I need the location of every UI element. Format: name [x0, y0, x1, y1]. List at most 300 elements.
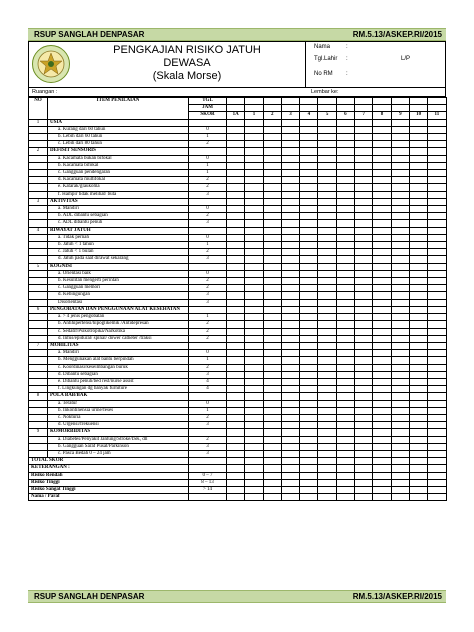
- score-entry-cell: [263, 220, 281, 227]
- score-entry-cell: [318, 479, 336, 486]
- score-entry-cell: [336, 170, 354, 177]
- nama-label: Nama: [314, 44, 331, 50]
- score-entry-cell: [409, 486, 427, 493]
- score-entry-cell: [245, 198, 263, 205]
- score-entry-cell: [281, 263, 299, 270]
- score-entry-cell: [245, 486, 263, 493]
- risk-level-row: [29, 479, 447, 486]
- score-entry-cell: [373, 436, 391, 443]
- section-number: 3: [29, 198, 48, 205]
- score-entry-cell: [281, 105, 299, 112]
- score-entry-cell: [428, 162, 446, 169]
- score-entry-cell: [300, 256, 318, 263]
- score-entry-cell: [336, 364, 354, 371]
- score-entry-cell: [318, 141, 336, 148]
- lp-label: L/P: [401, 56, 411, 62]
- item-label: a. Teratur: [48, 400, 189, 407]
- table-row: [29, 155, 447, 162]
- section-row: [29, 148, 447, 155]
- score-entry-cell: [391, 141, 409, 148]
- score-entry-cell: [300, 472, 318, 479]
- score-entry-cell: [391, 450, 409, 457]
- score-entry-cell: [263, 177, 281, 184]
- risk-level-row-range: 0 – 7: [189, 472, 227, 479]
- section-number: 9: [29, 429, 48, 436]
- score-entry-cell: [428, 422, 446, 429]
- score-entry-cell: [355, 314, 373, 321]
- score-entry-cell: [336, 198, 354, 205]
- score-entry-cell: [355, 342, 373, 349]
- score-entry-cell: [409, 357, 427, 364]
- score-entry-cell: [227, 177, 245, 184]
- score-entry-cell: [245, 306, 263, 313]
- score-entry-cell: [245, 270, 263, 277]
- score-entry-cell: [428, 126, 446, 133]
- score-entry-cell: [318, 270, 336, 277]
- section-row: [29, 263, 447, 270]
- score-entry-cell: [318, 443, 336, 450]
- score-entry-cell: [373, 177, 391, 184]
- score-entry-cell: [281, 465, 299, 472]
- score-entry-cell: [355, 227, 373, 234]
- score-entry-cell: [409, 436, 427, 443]
- score-entry-cell: [336, 285, 354, 292]
- score-entry-cell: [409, 134, 427, 141]
- score-entry-cell: [227, 494, 245, 501]
- score-entry-cell: [336, 206, 354, 213]
- score-entry-cell: [281, 299, 299, 306]
- score-entry-cell: [263, 126, 281, 133]
- score-entry-cell: [373, 364, 391, 371]
- score-entry-cell: [428, 227, 446, 234]
- score-entry-cell: [245, 234, 263, 241]
- score-entry-cell: [428, 371, 446, 378]
- score-entry-cell: [245, 378, 263, 385]
- score-entry-cell: [300, 350, 318, 357]
- score-entry-cell: [409, 191, 427, 198]
- column-number: 2: [263, 112, 281, 119]
- score-entry-cell: [373, 191, 391, 198]
- score-entry-cell: [245, 342, 263, 349]
- score-entry-cell: [336, 278, 354, 285]
- score-entry-cell: [355, 350, 373, 357]
- score-entry-cell: [263, 342, 281, 349]
- score-entry-cell: [300, 162, 318, 169]
- item-label: c. Gangguan pendengaran: [48, 170, 189, 177]
- row-no-cell: [29, 141, 48, 148]
- score-entry-cell: [263, 472, 281, 479]
- score-entry-cell: [300, 126, 318, 133]
- score-entry-cell: [300, 458, 318, 465]
- score-entry-cell: [373, 458, 391, 465]
- score-entry-cell: [263, 414, 281, 421]
- score-entry-cell: [281, 155, 299, 162]
- score-entry-cell: [428, 407, 446, 414]
- score-entry-cell: [428, 328, 446, 335]
- score-entry-cell: [428, 263, 446, 270]
- score-entry-cell: [245, 249, 263, 256]
- table-row: [29, 450, 447, 457]
- score-entry-cell: [318, 213, 336, 220]
- row-no-cell: [29, 220, 48, 227]
- item-label: a. Mandiri: [48, 350, 189, 357]
- score-entry-cell: [245, 148, 263, 155]
- row-no-cell: [29, 206, 48, 213]
- score-entry-cell: [428, 494, 446, 501]
- score-entry-cell: [281, 436, 299, 443]
- item-label: e. Dibantu penuh/bed rest/nurse assist: [48, 378, 189, 385]
- score-entry-cell: [263, 242, 281, 249]
- score-entry-cell: [281, 134, 299, 141]
- score-entry-cell: [336, 443, 354, 450]
- item-score: 0: [189, 206, 227, 213]
- score-entry-cell: [355, 249, 373, 256]
- score-entry-cell: [409, 422, 427, 429]
- score-entry-cell: [409, 206, 427, 213]
- score-entry-cell: [336, 407, 354, 414]
- score-entry-cell: [409, 314, 427, 321]
- score-entry-cell: [318, 220, 336, 227]
- score-entry-cell: [373, 126, 391, 133]
- item-label: b. Antihipertensi/hipoglikemik /Antidepresan: [48, 321, 189, 328]
- score-entry-cell: [281, 213, 299, 220]
- item-score: 3: [189, 443, 227, 450]
- score-entry-cell: [318, 306, 336, 313]
- score-entry-cell: [428, 443, 446, 450]
- score-entry-cell: [355, 479, 373, 486]
- risk-level-row-label: Risiko Rendah: [29, 472, 189, 479]
- score-entry-cell: [245, 119, 263, 126]
- nama-paraf-row-label: Nama / Paraf: [29, 494, 189, 501]
- score-entry-cell: [428, 206, 446, 213]
- score-entry-cell: [245, 443, 263, 450]
- score-entry-cell: [245, 328, 263, 335]
- score-entry-cell: [263, 314, 281, 321]
- score-entry-cell: [318, 285, 336, 292]
- score-entry-cell: [409, 386, 427, 393]
- score-entry-cell: [409, 407, 427, 414]
- section-row: [29, 342, 447, 349]
- score-entry-cell: [373, 407, 391, 414]
- col-item-header: ITEM PENILAIAN: [48, 98, 189, 120]
- score-entry-cell: [409, 242, 427, 249]
- section-title: RIWAYAT JATUH: [48, 227, 189, 234]
- score-entry-cell: [391, 472, 409, 479]
- score-entry-cell: [300, 292, 318, 299]
- section-number: 5: [29, 263, 48, 270]
- score-entry-cell: [373, 342, 391, 349]
- item-score: 2: [189, 321, 227, 328]
- score-entry-cell: [373, 393, 391, 400]
- score-entry-cell: [409, 299, 427, 306]
- row-no-cell: [29, 242, 48, 249]
- score-entry-cell: [227, 285, 245, 292]
- score-entry-cell: [373, 249, 391, 256]
- score-entry-cell: [409, 494, 427, 501]
- score-entry-cell: [263, 299, 281, 306]
- score-entry-cell: [409, 342, 427, 349]
- item-score: 3: [189, 422, 227, 429]
- score-entry-cell: [300, 148, 318, 155]
- score-entry-cell: [281, 342, 299, 349]
- score-entry-cell: [391, 162, 409, 169]
- score-entry-cell: [428, 314, 446, 321]
- no-rm-label: No RM: [314, 71, 333, 77]
- risk-level-row: [29, 486, 447, 493]
- section-title: PENGOBATAN DAN PENGGUNAAN ALAT KESEHATAN: [48, 306, 189, 313]
- score-entry-cell: [318, 350, 336, 357]
- score-entry-cell: [336, 306, 354, 313]
- score-entry-cell: [281, 371, 299, 378]
- score-entry-cell: [428, 213, 446, 220]
- score-entry-cell: [300, 306, 318, 313]
- score-entry-cell: [227, 314, 245, 321]
- score-entry-cell: [318, 191, 336, 198]
- score-entry-cell: [409, 148, 427, 155]
- score-entry-cell: [300, 393, 318, 400]
- item-label: c. Sedatif/Psikotropika/Narkotika: [48, 328, 189, 335]
- score-entry-cell: [227, 299, 245, 306]
- score-entry-cell: [409, 270, 427, 277]
- item-label: b. ADL dibantu sebagian: [48, 213, 189, 220]
- top-header-bar: [28, 28, 446, 41]
- score-entry-cell: [318, 465, 336, 472]
- score-entry-cell: [300, 155, 318, 162]
- score-entry-cell: [263, 458, 281, 465]
- score-entry-cell: [245, 227, 263, 234]
- score-entry-cell: [300, 422, 318, 429]
- score-entry-cell: [409, 458, 427, 465]
- score-entry-cell: [227, 386, 245, 393]
- item-score: 0: [189, 155, 227, 162]
- score-entry-cell: [373, 134, 391, 141]
- risk-level-row-label: Risiko Tinggi: [29, 479, 189, 486]
- item-score: 2: [189, 141, 227, 148]
- score-entry-cell: [245, 141, 263, 148]
- item-label: a. Kacamata bukan bifokal: [48, 155, 189, 162]
- item-label: b. Kacamata bifokal: [48, 162, 189, 169]
- score-entry-cell: [281, 314, 299, 321]
- score-entry-cell: [281, 472, 299, 479]
- row-no-cell: [29, 234, 48, 241]
- score-entry-cell: [227, 414, 245, 421]
- score-entry-cell: [336, 162, 354, 169]
- table-row: [29, 206, 447, 213]
- score-entry-cell: [428, 270, 446, 277]
- score-entry-cell: [355, 256, 373, 263]
- score-entry-cell: [355, 407, 373, 414]
- score-entry-cell: [300, 342, 318, 349]
- score-entry-cell: [409, 328, 427, 335]
- score-entry-cell: [281, 256, 299, 263]
- section-title: MOBILITAS: [48, 342, 189, 349]
- score-entry-cell: [373, 256, 391, 263]
- column-number: 1A: [227, 112, 245, 119]
- score-entry-cell: [227, 191, 245, 198]
- score-entry-cell: [428, 98, 446, 105]
- item-score: 1: [189, 357, 227, 364]
- score-entry-cell: [263, 105, 281, 112]
- table-row: [29, 177, 447, 184]
- score-entry-cell: [409, 141, 427, 148]
- score-entry-cell: [281, 400, 299, 407]
- score-entry-cell: [281, 393, 299, 400]
- score-entry-cell: [355, 400, 373, 407]
- section-row: [29, 198, 447, 205]
- score-entry-cell: [355, 234, 373, 241]
- score-entry-cell: [318, 98, 336, 105]
- score-entry-cell: [281, 364, 299, 371]
- score-entry-cell: [318, 227, 336, 234]
- score-entry-cell: [336, 386, 354, 393]
- score-entry-cell: [409, 170, 427, 177]
- table-row: [29, 213, 447, 220]
- score-entry-cell: [318, 278, 336, 285]
- score-entry-cell: [263, 263, 281, 270]
- score-entry-cell: [263, 450, 281, 457]
- score-entry-cell: [300, 414, 318, 421]
- score-entry-cell: [281, 184, 299, 191]
- score-entry-cell: [318, 371, 336, 378]
- score-entry-cell: [318, 170, 336, 177]
- keterangan-row-label: KETERANGAN :: [29, 465, 189, 472]
- score-entry-cell: [391, 321, 409, 328]
- row-no-cell: [29, 299, 48, 306]
- score-entry-cell: [300, 206, 318, 213]
- score-entry-cell: [281, 270, 299, 277]
- score-entry-cell: [373, 465, 391, 472]
- score-entry-cell: [355, 98, 373, 105]
- score-entry-cell: [318, 407, 336, 414]
- score-entry-cell: [245, 429, 263, 436]
- score-entry-cell: [409, 364, 427, 371]
- score-entry-cell: [245, 242, 263, 249]
- score-entry-cell: [318, 357, 336, 364]
- score-entry-cell: [391, 350, 409, 357]
- item-score: 2: [189, 177, 227, 184]
- form-title: [75, 44, 299, 83]
- score-entry-cell: [263, 494, 281, 501]
- score-entry-cell: [409, 393, 427, 400]
- score-entry-cell: [281, 292, 299, 299]
- score-entry-cell: [300, 278, 318, 285]
- item-score: 2: [189, 285, 227, 292]
- score-entry-cell: [300, 321, 318, 328]
- score-entry-cell: [391, 364, 409, 371]
- score-entry-cell: [281, 422, 299, 429]
- col-skor-header: SKOR: [189, 112, 227, 119]
- score-entry-cell: [300, 407, 318, 414]
- score-entry-cell: [373, 105, 391, 112]
- score-entry-cell: [263, 429, 281, 436]
- score-entry-cell: [428, 342, 446, 349]
- item-label: a. Mandiri: [48, 206, 189, 213]
- score-entry-cell: [263, 285, 281, 292]
- score-entry-cell: [336, 429, 354, 436]
- score-entry-cell: [245, 321, 263, 328]
- row-no-cell: [29, 270, 48, 277]
- score-entry-cell: [428, 350, 446, 357]
- item-label: a. Tidak pernah: [48, 234, 189, 241]
- table-row: [29, 443, 447, 450]
- table-row: [29, 256, 447, 263]
- item-score: 3: [189, 299, 227, 306]
- score-entry-cell: [355, 306, 373, 313]
- score-entry-cell: [281, 335, 299, 342]
- score-entry-cell: [318, 414, 336, 421]
- score-entry-cell: [355, 393, 373, 400]
- score-entry-cell: [227, 98, 245, 105]
- score-entry-cell: [318, 400, 336, 407]
- score-entry-cell: [391, 285, 409, 292]
- score-entry-cell: [336, 378, 354, 385]
- score-entry-cell: [245, 162, 263, 169]
- score-entry-cell: [300, 184, 318, 191]
- score-entry-cell: [409, 443, 427, 450]
- item-score: 2: [189, 335, 227, 342]
- score-entry-cell: [281, 479, 299, 486]
- score-entry-cell: [281, 119, 299, 126]
- score-entry-cell: [428, 465, 446, 472]
- score-entry-cell: [373, 141, 391, 148]
- score-entry-cell: [263, 407, 281, 414]
- score-entry-cell: [391, 256, 409, 263]
- item-label: d. Jatuh pada saat dirawat sekarang: [48, 256, 189, 263]
- score-entry-cell: [391, 126, 409, 133]
- score-entry-cell: [300, 429, 318, 436]
- score-entry-cell: [263, 400, 281, 407]
- score-entry-cell: [245, 422, 263, 429]
- score-entry-cell: [263, 386, 281, 393]
- title-line-2: DEWASA: [163, 57, 211, 69]
- score-entry-cell: [391, 213, 409, 220]
- score-entry-cell: [355, 422, 373, 429]
- lembar-label: Lembar ke:: [311, 89, 339, 95]
- score-entry-cell: [227, 350, 245, 357]
- score-entry-cell: [245, 134, 263, 141]
- row-no-cell: [29, 422, 48, 429]
- score-entry-cell: [409, 126, 427, 133]
- score-entry-cell: [336, 486, 354, 493]
- score-entry-cell: [428, 321, 446, 328]
- score-entry-cell: [227, 393, 245, 400]
- score-entry-cell: [263, 234, 281, 241]
- score-entry-cell: [263, 213, 281, 220]
- score-entry-cell: [245, 98, 263, 105]
- score-entry-cell: [227, 479, 245, 486]
- score-entry-cell: [245, 177, 263, 184]
- score-entry-cell: [300, 134, 318, 141]
- score-entry-cell: [391, 105, 409, 112]
- row-no-cell: [29, 170, 48, 177]
- table-row: [29, 270, 447, 277]
- item-score: 2: [189, 436, 227, 443]
- row-no-cell: [29, 314, 48, 321]
- section-title: KOMORBIDITAS: [48, 429, 189, 436]
- score-entry-cell: [318, 364, 336, 371]
- item-label: b. Menggunakan alat bantu berpindah: [48, 357, 189, 364]
- item-label: e. Katarak/glaukoma: [48, 184, 189, 191]
- score-entry-cell: [300, 465, 318, 472]
- row-no-cell: [29, 321, 48, 328]
- score-entry-cell: [409, 162, 427, 169]
- score-entry-cell: [336, 184, 354, 191]
- table-row: [29, 234, 447, 241]
- score-entry-cell: [391, 278, 409, 285]
- score-entry-cell: [373, 429, 391, 436]
- score-entry-cell: [227, 443, 245, 450]
- score-entry-cell: [373, 198, 391, 205]
